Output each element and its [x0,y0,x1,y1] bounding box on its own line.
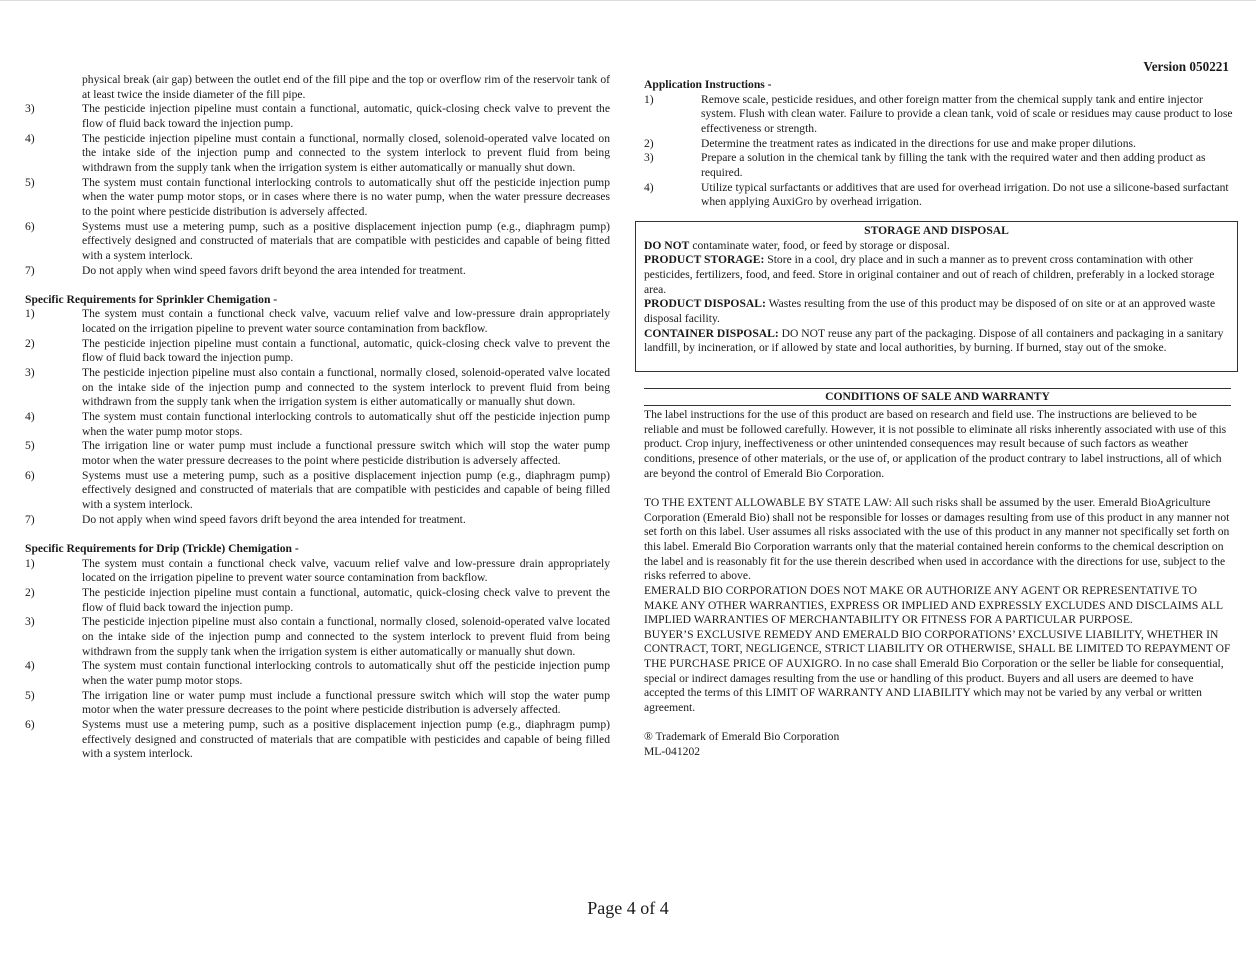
product-storage-paragraph [644,253,1229,297]
item-text: Do not apply when wind speed favors drift beyond the area intended for treatment. [82,263,466,277]
item-number: 4) [25,131,35,145]
item-number: 3) [25,102,35,116]
product-storage-text: Store in a cool, dry place and in such a manner as to prevent cross contamination with other pesticides, fertilizers, food, and feed. Store in original container and out of reach of children, preferably in a locked storage area. [644,253,1215,296]
item-text: The pesticide injection pipeline must also contain a functional, normally closed, solenoid-operated valve located on the intake side of the injection pump and connected to the system interlock to prevent fluid from being withdrawn from the supply tank when the irrigation system is either automatically or manually shut down. [82,366,610,409]
list-item [25,176,610,220]
version-label: Version 050221 [1143,59,1229,74]
list-item [25,410,610,439]
item-text: Systems must use a metering pump, such as a positive displacement injection pump (e.g., diaphragm pump) effectively designed and constructed of materials that are compatible with pesticides and capable of being filled with a system interlock. [82,468,610,512]
item-text: Remove scale, pesticide residues, and other foreign matter from the chemical supply tank and entire injector system. Flush with clean water. Failure to provide a clean tank, void of scale or residues may cause product to lose effectiveness or strength. [701,92,1233,135]
list-item [25,307,610,336]
document-code: ML-041202 [644,745,701,759]
product-disposal-paragraph [644,297,1229,326]
item-number: 2) [644,136,654,150]
product-disposal-label: PRODUCT DISPOSAL: [644,297,766,311]
item-number: 5) [25,688,35,702]
item-number: 2) [25,336,35,350]
item-number: 5) [25,175,35,189]
item-number: 2) [25,585,35,599]
paragraph-spacer [644,481,1234,496]
item-text: The pesticide injection pipeline must contain a functional, automatic, quick-closing check valve to prevent the flow of fluid back toward the injection pump. [82,585,610,614]
item-text: Systems must use a metering pump, such as a positive displacement injection pump (e.g., diaphragm pump) effectively designed and constructed of materials that are compatible with pesticides and capable of being filled with a system interlock. [82,717,610,761]
list-item [25,220,610,264]
item-text: The pesticide injection pipeline must contain a functional, normally closed, solenoid-operated valve located on the intake side of the injection pump and connected to the system interlock to prevent fluid from being withdrawn from the supply tank when the irrigation system is either automatically or manually shut down. [82,131,610,174]
item-number: 5) [25,439,35,453]
container-disposal-paragraph [644,327,1229,356]
container-disposal-label: CONTAINER DISPOSAL: [644,326,779,340]
intro-continuation: physical break (air gap) between the outlet end of the fill pipe and the top or overflow rim of the reservoir tank of at least twice the inside diameter of the fill pipe. [82,73,610,101]
list-item [25,513,610,528]
item-number: 1) [25,556,35,570]
warranty-bottom-rule [644,405,1231,406]
list-item [25,264,610,279]
drip-heading: Specific Requirements for Drip (Trickle) Chemigation - [25,541,299,555]
list-item [25,469,610,513]
list-item [644,181,1234,210]
list-item [644,151,1234,180]
item-text: Do not apply when wind speed favors drift beyond the area intended for treatment. [82,512,466,526]
warranty-top-rule [644,388,1231,389]
item-number: 1) [25,307,35,321]
sprinkler-requirements-list [25,307,610,527]
item-text: The irrigation line or water pump must include a functional pressure switch which will stop the water pump motor when the water pressure decreases to the point where pesticide distribution is adversely affected. [82,439,610,468]
list-item [25,439,610,468]
application-heading: Application Instructions - [644,78,772,91]
item-text: The pesticide injection pipeline must also contain a functional, normally closed, solenoid-operated valve located on the intake side of the injection pump and connected to the system interlock to prevent fluid from being withdrawn from the supply tank when the irrigation system is either automatically or manually shut down. [82,615,610,658]
item-number: 6) [25,468,35,482]
item-number: 7) [25,512,35,526]
warranty-body [644,408,1234,760]
list-item [25,586,610,615]
product-disposal-text: Wastes resulting from the use of this product may be disposed of on site or at an approved waste disposal facility. [644,297,1216,325]
do-not-paragraph [644,239,1229,254]
warranty-paragraph-1: The label instructions for the use of this product are based on research and field use. The instructions are believed to be reliable and must be followed carefully. However, it is not possible to eliminate all risks inherently associated with use of this product. Crop injury, ineffectiveness or other unintended consequences may result because of such factors as weather conditions, presence of other materials, or the use of, or application of the product contrary to label instructions, all of which are beyond the control of Emerald Bio Corporation. [644,408,1227,480]
list-item [25,659,610,688]
list-item [644,93,1234,137]
item-number: 3) [25,366,35,380]
warranty-paragraph-2: TO THE EXTENT ALLOWABLE BY STATE LAW: All such risks shall be assumed by the user. Emerald BioAgriculture Corporation (Emerald Bio) shall not be responsible for losses or damages resulting from use of this product in any manner not set forth on this label. User assumes all risks associated with the use of this product in any manner not specifically set forth on this label. Emerald Bio Corporation warrants only that the material contained herein conforms to the chemical description on the label and is reasonably fit for the use therein described when used in accordance with the directions for use, subject to the risks referred to above. [644,495,1230,583]
list-item [25,718,610,762]
item-number: 4) [25,410,35,424]
list-item [644,137,1234,152]
storage-disposal-box [635,221,1238,372]
list-item [25,689,610,718]
list-item [25,132,610,176]
sprinkler-heading: Specific Requirements for Sprinkler Chemigation - [25,292,278,306]
item-text: Utilize typical surfactants or additives that are used for overhead irrigation. Do not use a silicone-based surfactant when applying AuxiGro by overhead irrigation. [701,180,1229,209]
item-text: Systems must use a metering pump, such as a positive displacement injection pump (e.g., diaphragm pump) effectively designed and constructed of materials that are compatible with pesticides and capable of being fitted with a system interlock. [82,219,610,262]
general-requirements-list [25,102,610,278]
item-text: The system must contain functional interlocking controls to automatically shut off the pesticide injection pump when the water pump motor stops. [82,410,610,438]
left-column [25,73,610,762]
list-item [25,337,610,366]
item-number: 6) [25,717,35,731]
list-item [25,557,610,586]
item-text: The system must contain a functional check valve, vacuum relief valve and low-pressure drain appropriately located on the irrigation pipeline to prevent water source contamination from backflow. [82,556,610,585]
container-disposal-text: DO NOT reuse any part of the packaging. Dispose of all containers and packaging in a sanitary landfill, by incineration, or if allowed by state and local authorities, by burning. If burned, stay out of the smoke. [644,326,1224,355]
application-instructions [644,76,1234,210]
item-text: The system must contain functional interlocking controls to automatically shut off the pesticide injection pump when the water pump motor stops, or in cases where there is no water pump, when the water pressure decreases to the point where pesticide distribution is adversely affected. [82,175,610,218]
trademark-note: ® Trademark of Emerald Bio Corporation [644,730,840,744]
paragraph-spacer [644,716,1234,731]
item-text: The pesticide injection pipeline must contain a functional, automatic, quick-closing check valve to prevent the flow of fluid back toward the injection pump. [82,336,610,365]
page-top-rule [0,0,1256,1]
item-text: The system must contain a functional check valve, vacuum relief valve and low-pressure drain appropriately located on the irrigation pipeline to prevent water source contamination from backflow. [82,307,610,336]
item-text: The irrigation line or water pump must include a functional pressure switch which will stop the water pump motor when the water pressure decreases to the point where pesticide distribution is adversely affected. [82,688,610,717]
list-item [25,615,610,659]
list-item [25,102,610,131]
warranty-paragraph-4: BUYER’S EXCLUSIVE REMEDY AND EMERALD BIO CORPORATIONS’ EXCLUSIVE LIABILITY, WHETHER IN CONTRACT, TORT, NEGLIGENCE, STRICT LIABILITY OR OTHERWISE, SHALL BE LIMITED TO REPAYMENT OF THE PURCHASE PRICE OF AUXIGRO. In no case shall Emerald Bio Corporation or the seller be liable for consequential, special or indirect damages resulting from the use or handling of this product. Buyers and all users are deemed to have accepted the terms of this LIMIT OF WARRANTY AND LIABILITY which may not be varied by any verbal or written agreement. [644,627,1231,715]
warranty-paragraph-3: EMERALD BIO CORPORATION DOES NOT MAKE OR AUTHORIZE ANY AGENT OR REPRESENTATIVE TO MAKE ANY OTHER WARRANTIES, EXPRESS OR IMPLIED AND EXPRESSLY EXCLUDES AND DISCLAIMS ALL IMPLIED WARRANTIES OF MERCHANTABILITY OR FITNESS FOR A PARTICULAR PURPOSE. [644,583,1223,627]
list-item [25,366,610,410]
item-text: Determine the treatment rates as indicated in the directions for use and make proper dilutions. [701,136,1136,150]
item-number: 3) [644,151,654,165]
item-text: The system must contain functional interlocking controls to automatically shut off the pesticide injection pump when the water pump motor stops. [82,659,610,687]
item-text: Prepare a solution in the chemical tank by filling the tank with the required water and then adding product as required. [701,151,1206,179]
warranty-title: CONDITIONS OF SALE AND WARRANTY [825,390,1050,403]
item-number: 4) [644,180,654,194]
item-number: 6) [25,219,35,233]
product-storage-label: PRODUCT STORAGE: [644,253,765,267]
storage-title: STORAGE AND DISPOSAL [864,224,1009,237]
item-number: 1) [644,92,654,106]
drip-requirements-list [25,557,610,762]
do-not-label: DO NOT [644,238,690,252]
item-number: 7) [25,263,35,277]
page-number: Page 4 of 4 [587,898,669,918]
item-text: The pesticide injection pipeline must contain a functional, automatic, quick-closing check valve to prevent the flow of fluid back toward the injection pump. [82,102,610,130]
do-not-text: contaminate water, food, or feed by storage or disposal. [692,238,950,252]
item-number: 3) [25,615,35,629]
item-number: 4) [25,659,35,673]
